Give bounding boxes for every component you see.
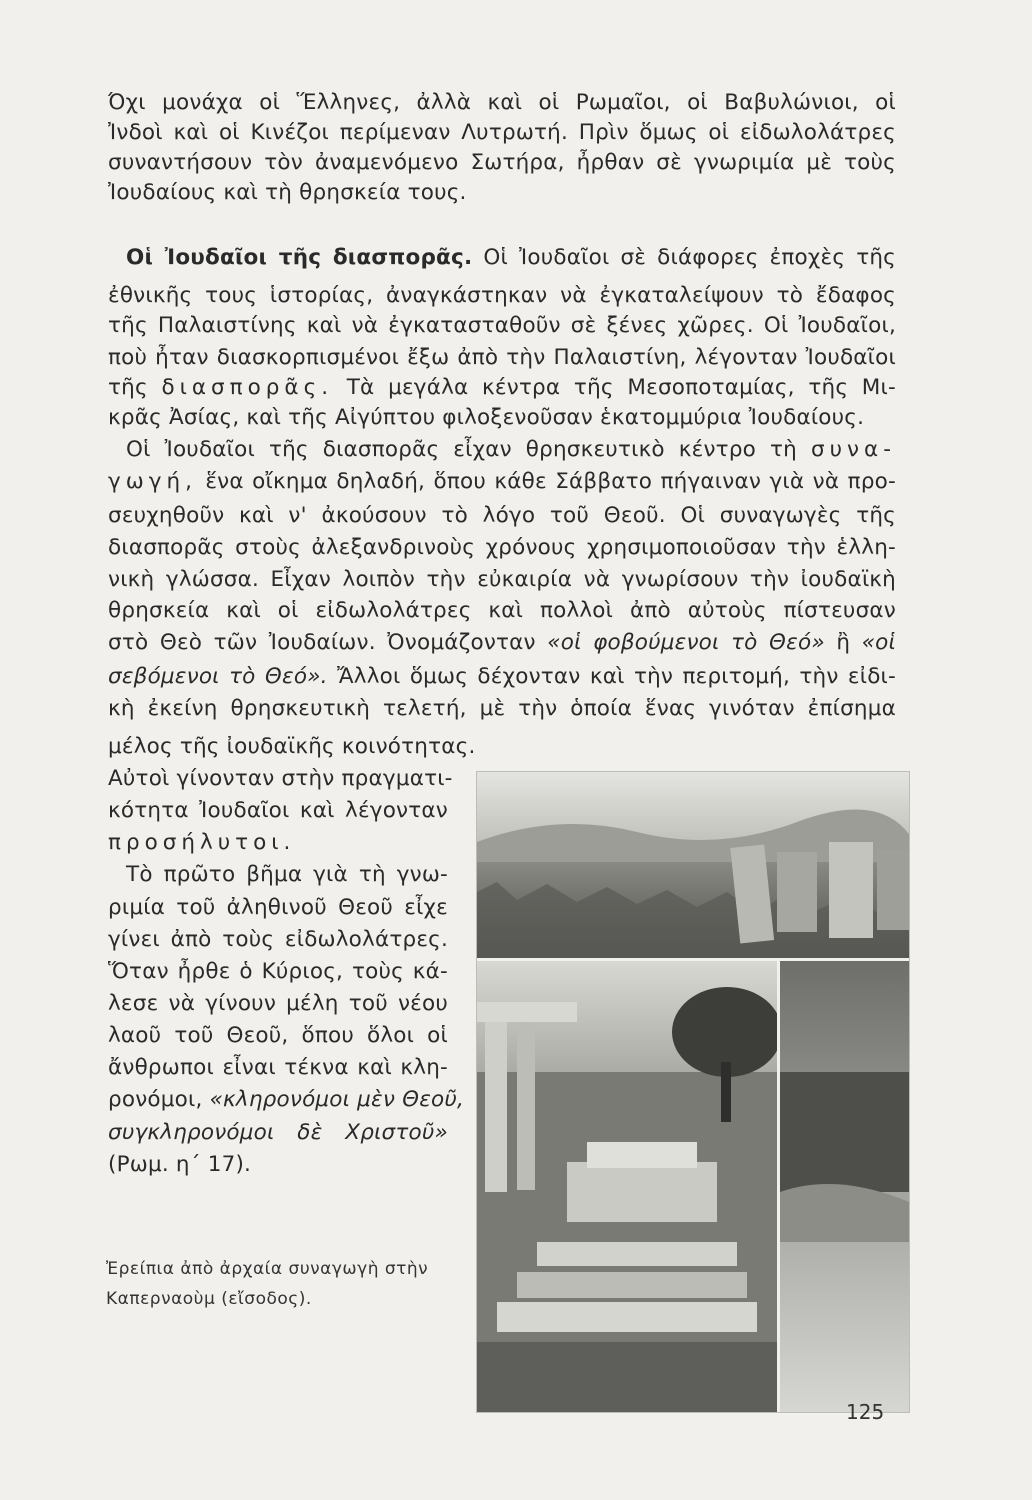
text-line: διασπορᾶς στοὺς ἀλεξανδρινοὺς χρόνους χρησιμοποιοῦσαν τὴν ἑλλη- xyxy=(108,535,896,560)
spaced-term: προσήλυτοι. xyxy=(108,830,296,855)
text-line: σευχηθοῦν καὶ ν' ἀκούσουν τὸ λόγο τοῦ Θεοῦ. Οἱ συναγωγὲς τῆς xyxy=(108,503,896,528)
text-line: Ἰουδαίους καὶ τὴ θρησκεία τους. xyxy=(108,180,467,205)
stone-step xyxy=(517,1272,747,1298)
text-line xyxy=(108,628,896,658)
standing-stone xyxy=(777,852,817,932)
photo-divider xyxy=(777,961,780,1412)
section-heading-line xyxy=(126,243,896,273)
text-line: ριμία τοῦ ἀληθινοῦ Θεοῦ εἶχε xyxy=(108,895,448,920)
text-line: νικὴ γλώσσα. Εἶχαν λοιπὸν τὴν εὐκαιρία νὰ γνωρίσουν τὴν ἰουδαϊκὴ xyxy=(108,567,896,592)
text-line: λαοῦ τοῦ Θεοῦ, ὅπου ὅλοι οἱ xyxy=(108,1023,448,1048)
ruined-wall xyxy=(477,1002,577,1022)
text-line: κότητα Ἰουδαῖοι καὶ λέγονταν xyxy=(108,798,448,823)
text-span: Οἱ Ἰουδαῖοι τῆς διασπορᾶς εἶχαν θρησκευτικὸ κέντρο τὴ xyxy=(126,437,797,462)
text-span: ἢ xyxy=(836,630,851,655)
text-span: τῆς xyxy=(108,375,148,400)
tree-trunk xyxy=(721,1062,731,1122)
text-line: Αὐτοὶ γίνονταν στὴν πραγματι- xyxy=(108,766,453,791)
stone-block xyxy=(587,1142,697,1168)
quote-span: σεβόμενοι τὸ Θεό». xyxy=(108,664,328,689)
text-line: θρησκεία καὶ οἱ εἰδωλολάτρες καὶ πολλοὶ ἀπὸ αὐτοὺς πίστευσαν xyxy=(108,598,896,623)
text-line xyxy=(126,435,896,465)
text-line: γίνει ἀπὸ τοὺς εἰδωλολάτρες. xyxy=(108,927,448,952)
text-span: ρονόμοι, xyxy=(108,1087,203,1112)
text-line xyxy=(108,828,295,858)
column xyxy=(517,1020,535,1190)
text-line xyxy=(108,373,896,403)
standing-stone xyxy=(829,842,873,938)
page-number: 125 xyxy=(846,1400,885,1424)
text-line xyxy=(108,467,896,497)
text-line: συναντήσουν τὸν ἀναμενόμενο Σωτήρα, ἦρθαν σὲ γνωριμία μὲ τοὺς xyxy=(108,150,896,175)
stone-block xyxy=(567,1162,717,1222)
quote-line: συγκληρονόμοι δὲ Χριστοῦ» xyxy=(108,1120,448,1145)
spaced-term: γωγή, xyxy=(108,469,197,494)
photo-divider xyxy=(477,958,909,961)
text-line: Ἰνδοὶ καὶ οἱ Κινέζοι περίμεναν Λυτρωτή. Πρὶν ὅμως οἱ εἰδωλολάτρες xyxy=(108,120,896,145)
standing-stone xyxy=(877,850,909,930)
text-line: Όχι μονάχα οἱ Ἕλληνες, ἀλλὰ καὶ οἱ Ρωμαῖοι, οἱ Βαβυλώνιοι, οἱ xyxy=(108,90,896,115)
dark-shore xyxy=(780,1072,909,1192)
stone-step xyxy=(497,1302,757,1332)
synagogue-ruins-photo xyxy=(476,771,910,1413)
column xyxy=(485,1012,507,1192)
text-line: ἄνθρωποι εἶναι τέκνα καὶ κλη- xyxy=(108,1055,448,1080)
quote-span: «οἱ φοβούμενοι τὸ Θεό» xyxy=(547,630,825,655)
text-line xyxy=(108,662,896,692)
text-span: Ἄλλοι ὅμως δέχονταν καὶ τὴν περιτομή, τὴν εἰδι- xyxy=(337,664,896,689)
caption-line: Ἐρείπια ἀπὸ ἀρχαία συναγωγὴ στὴν xyxy=(106,1259,429,1279)
ruins-foreground xyxy=(477,1342,777,1412)
text-line: τῆς Παλαιστίνης καὶ νὰ ἐγκατασταθοῦν σὲ ξένες χῶρες. Οἱ Ἰουδαῖοι, xyxy=(108,313,896,338)
text-line xyxy=(108,1085,465,1115)
text-line: Τὸ πρῶτο βῆμα γιὰ τὴ γνω- xyxy=(126,862,448,887)
text-line: κρᾶς Ἀσίας, καὶ τῆς Αἰγύπτου φιλοξενοῦσαν ἑκατομμύρια Ἰουδαίους. xyxy=(108,405,865,430)
text-span: Οἱ Ἰουδαῖοι σὲ διάφορες ἐποχὲς τῆς xyxy=(483,245,896,270)
text-span: Τὰ μεγάλα κέντρα τῆς Μεσοποταμίας, τῆς Μι- xyxy=(346,375,896,400)
text-line: ποὺ ἦταν διασκορπισμένοι ἔξω ἀπὸ τὴν Παλαιστίνη, λέγονταν Ἰουδαῖοι xyxy=(108,345,896,370)
quote-span: «κληρονόμοι μὲν Θεοῦ, xyxy=(209,1087,465,1112)
spaced-term: διασπορᾶς. xyxy=(161,375,334,400)
text-line: κὴ ἐκείνη θρησκευτικὴ τελετή, μὲ τὴν ὁποία ἕνας γινόταν ἐπίσημα xyxy=(108,696,896,721)
quote-span: «οἱ xyxy=(861,630,897,655)
section-heading: Οἱ Ἰουδαῖοι τῆς διασπορᾶς. xyxy=(126,245,473,270)
text-line: λεσε νὰ γίνουν μέλη τοῦ νέου xyxy=(108,991,448,1016)
text-span: ἕνα οἴκημα δηλαδή, ὅπου κάθε Σάββατο πήγαιναν γιὰ νὰ προ- xyxy=(205,469,896,494)
text-line: (Ρωμ. η΄ 17). xyxy=(108,1152,252,1177)
text-span: στὸ Θεὸ τῶν Ἰουδαίων. Ὀνομάζονταν xyxy=(108,630,536,655)
stone-step xyxy=(537,1242,737,1266)
text-line: μέλος τῆς ἰουδαϊκῆς κοινότητας. xyxy=(108,734,476,759)
caption-line: Καπερναοὺμ (εἴσοδος). xyxy=(106,1289,312,1309)
spaced-term: συνα- xyxy=(810,437,896,462)
text-line: Ὅταν ἦρθε ὁ Κύριος, τοὺς κά- xyxy=(108,959,448,984)
text-line: ἐθνικῆς τους ἱστορίας, ἀναγκάστηκαν νὰ ἐγκαταλείψουν τὸ ἔδαφος xyxy=(108,283,896,308)
